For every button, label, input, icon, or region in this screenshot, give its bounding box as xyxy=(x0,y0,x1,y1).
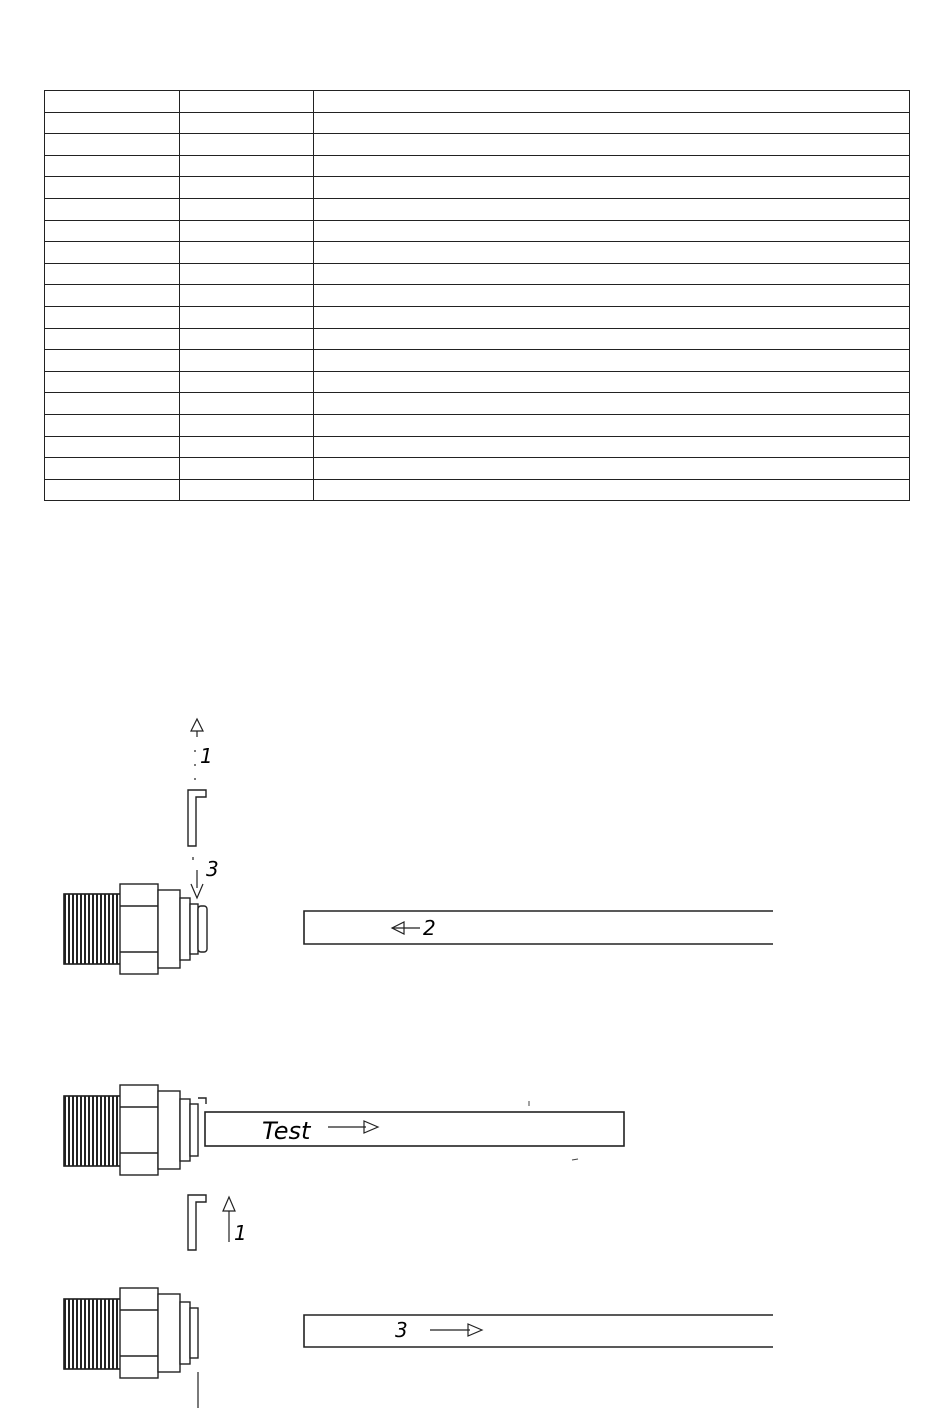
locking-clip-icon xyxy=(188,1195,206,1250)
push-fit-fitting-icon xyxy=(64,884,207,974)
push-fit-fitting-icon xyxy=(64,1085,206,1175)
push-fit-fitting-icon xyxy=(64,1288,198,1378)
step1-label-clip-up: 1 xyxy=(200,744,213,768)
tube-icon xyxy=(304,1315,773,1347)
down-arrow-icon xyxy=(191,857,203,898)
locking-clip-icon xyxy=(188,790,206,846)
step1-label-tube-in: 2 xyxy=(423,916,436,940)
step2-label-clip-up: 1 xyxy=(234,1221,247,1245)
step1-group xyxy=(64,719,773,974)
step2-label-tube-test: Test xyxy=(262,1117,311,1145)
step3-label-tube-out: 3 xyxy=(395,1318,408,1342)
step3-group xyxy=(64,1288,773,1408)
step2-group xyxy=(64,1085,624,1250)
step1-label-clip-push: 3 xyxy=(206,857,219,881)
tube-icon xyxy=(304,911,773,944)
